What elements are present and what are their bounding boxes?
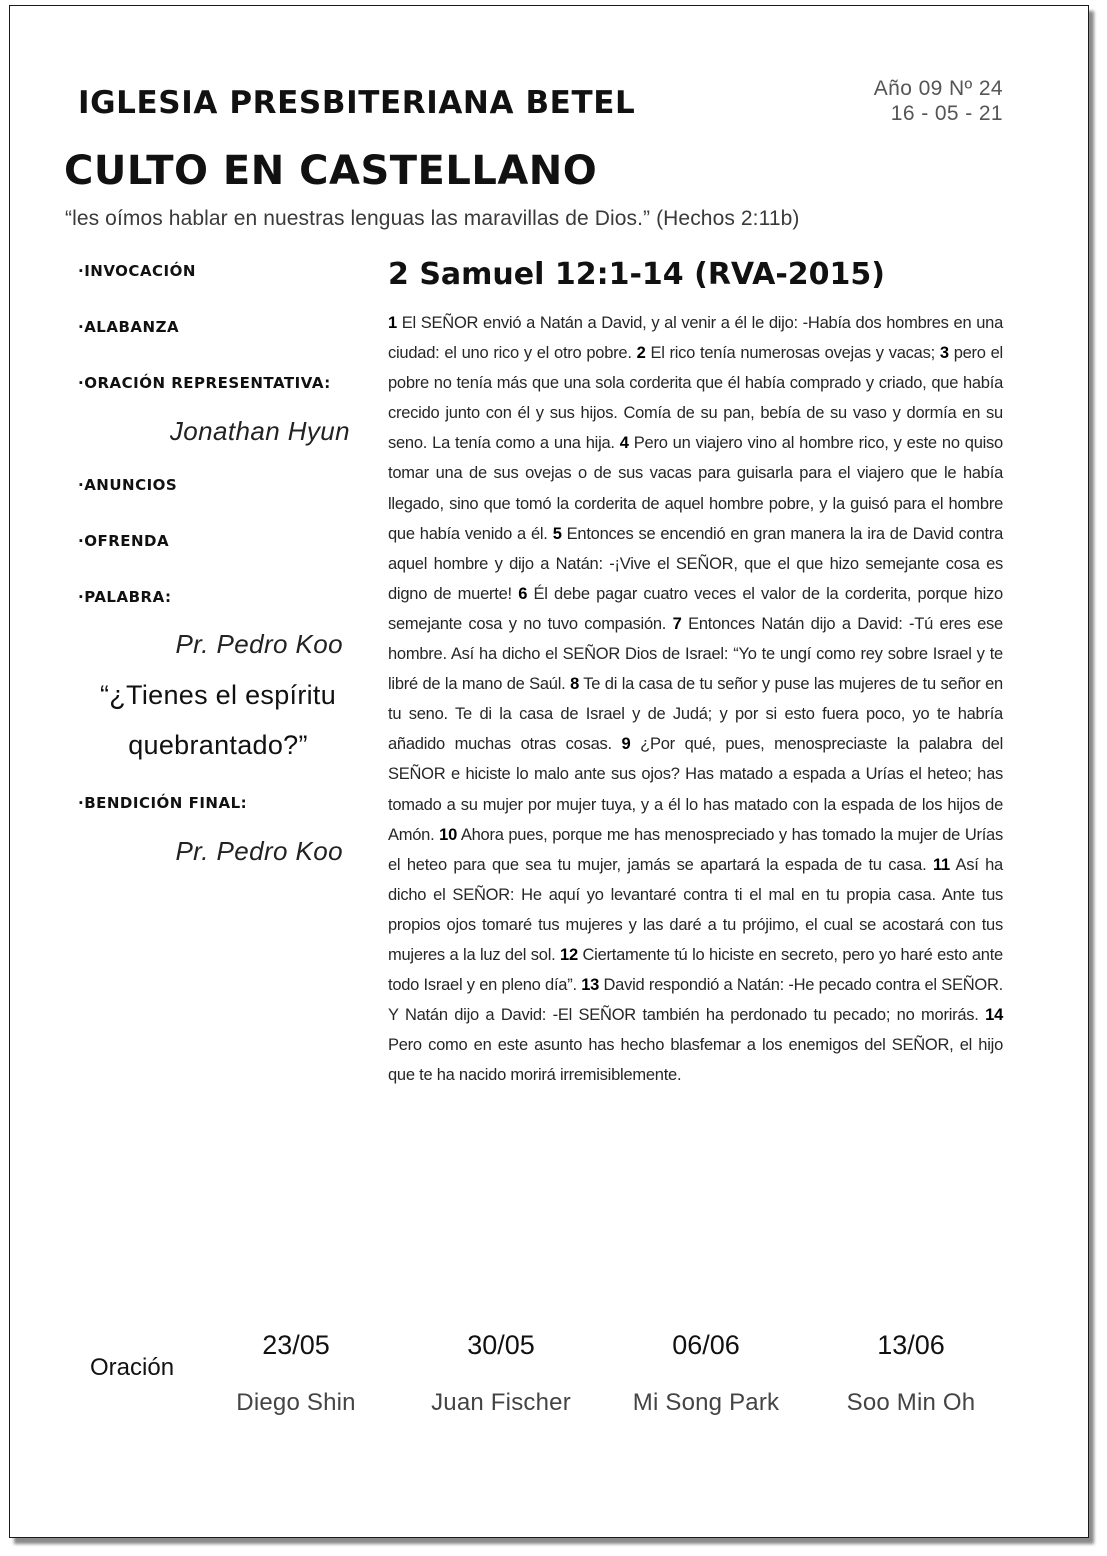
schedule-name: Mi Song Park bbox=[632, 1389, 780, 1416]
verse-text: Ahora pues, porque me has menospreciado y has tomado la mujer de Urías el heteo para que sea tu mujer, jamás se apartará la espada de tu casa. bbox=[388, 825, 1003, 874]
verse-number: 11 bbox=[932, 855, 950, 874]
order-item-praise: ·ALABANZA bbox=[78, 318, 180, 336]
verse-number: 10 bbox=[439, 825, 458, 844]
order-item-invocation: ·INVOCACIÓN bbox=[78, 262, 196, 280]
verse-text: Te di la casa de tu señor y puse las mujeres de tu señor en tu seno. Te di la casa de Israel y de Judá; y por si esto fuera poco, yo te habría añadido muchas otras cosas. bbox=[388, 675, 1003, 754]
schedule-date: 23/05 bbox=[262, 1330, 330, 1360]
verse-number: 2 bbox=[636, 344, 646, 363]
benediction-person: Pr. Pedro Koo bbox=[175, 836, 343, 866]
verse-number: 9 bbox=[621, 735, 631, 754]
prayer-schedule-label: Oración bbox=[90, 1354, 175, 1381]
schedule-date: 06/06 bbox=[672, 1330, 740, 1360]
verse-number: 1 bbox=[388, 314, 397, 332]
verse-text: Entonces Natán dijo a David: -Tú eres ese hombre. Así ha dicho el SEÑOR Dios de Israel: “Yo te ungí como rey sobre Israel y te libré de la mano de Saúl. bbox=[388, 614, 1003, 694]
verse-number: 5 bbox=[552, 524, 562, 543]
verse-number: 13 bbox=[581, 976, 600, 995]
issue-date: 16 - 05 - 21 bbox=[890, 102, 1003, 125]
sermon-title: “¿Tienes el espíritu quebrantado?” bbox=[99, 680, 337, 760]
verse-number: 8 bbox=[570, 675, 579, 694]
verse-text: Así ha dicho el SEÑOR: He aquí yo levantaré contra ti el mal en tu propia casa. Ante tus propios ojos tomaré tus mujeres y las daré a tu prójimo, el cual se acostará con tus mujeres a la luz del sol. bbox=[388, 855, 1003, 964]
reading-title: 2 Samuel 12:1-14 (RVA-2015) bbox=[388, 257, 885, 292]
verse-text: ¿Por qué, pues, menospreciaste la palabra del SEÑOR e hiciste lo malo ante sus ojos? Has matado a espada a Urías el heteo; has tomado a su mujer por mujer tuya, y a él lo has matado con la espada de los hijos de Amón. bbox=[388, 735, 1004, 844]
schedule-name: Juan Fischer bbox=[431, 1389, 571, 1416]
church-name: IGLESIA PRESBITERIANA BETEL bbox=[78, 85, 636, 121]
verse-text: Pero como en este asunto has hecho blasfemar a los enemigos del SEÑOR, el hijo que te ha nacido morirá irremisiblemente. bbox=[388, 1036, 1003, 1085]
order-item-prayer: ·ORACIÓN REPRESENTATIVA: bbox=[78, 374, 331, 392]
reading-text bbox=[388, 308, 1003, 1090]
order-item-benediction: ·BENDICIÓN FINAL: bbox=[78, 794, 248, 812]
order-item-announcements: ·ANUNCIOS bbox=[78, 476, 178, 494]
verse-text: Pero un viajero vino al hombre rico, y este no quiso tomar una de sus ovejas o de sus vacas para guisarla para el viajero que le había llegado, sino que tomó la corderita de aquel hombre pobre, y la guisó para el hombre que había venido a él. bbox=[388, 434, 1003, 543]
preacher-name: Pr. Pedro Koo bbox=[175, 629, 343, 659]
schedule-name: Diego Shin bbox=[236, 1389, 356, 1416]
schedule-date: 30/05 bbox=[467, 1330, 535, 1360]
service-title: CULTO EN CASTELLANO bbox=[64, 148, 598, 194]
verse-number: 4 bbox=[619, 434, 629, 453]
verse-text: David respondió a Natán: -He pecado contra el SEÑOR. Y Natán dijo a David: -El SEÑOR también ha perdonado tu pecado; no morirás. bbox=[388, 976, 1003, 1025]
verse-number: 6 bbox=[518, 584, 528, 603]
verse-text: Ciertamente tú lo hiciste en secreto, pero yo haré esto ante todo Israel y en pleno día”. bbox=[388, 945, 1003, 995]
verse-number: 3 bbox=[939, 344, 949, 363]
issue-number: Año 09 Nº 24 bbox=[873, 77, 1003, 100]
verse-text: Él debe pagar cuatro veces el valor de la corderita, porque hizo semejante cosa y no tuvo compasión. bbox=[388, 584, 1003, 633]
epigraph: “les oímos hablar en nuestras lenguas las maravillas de Dios.” (Hechos 2:11b) bbox=[65, 207, 800, 230]
verse-number: 12 bbox=[560, 945, 578, 964]
verse-text: El SEÑOR envió a Natán a David, y al venir a él le dijo: -Había dos hombres en una ciudad: el uno rico y el otro pobre. bbox=[388, 314, 1003, 363]
order-item-offering: ·OFRENDA bbox=[78, 532, 170, 550]
prayer-person: Jonathan Hyun bbox=[169, 416, 350, 446]
schedule-name: Soo Min Oh bbox=[846, 1389, 976, 1416]
verse-text: El rico tenía numerosas ovejas y vacas; bbox=[650, 344, 935, 363]
schedule-date: 13/06 bbox=[877, 1330, 945, 1360]
verse-text: Entonces se encendió en gran manera la ira de David contra aquel hombre y dijo a Natán: -¡Vive el SEÑOR, que el que hizo semejante cosa es digno de muerte! bbox=[388, 524, 1003, 603]
order-item-word: ·PALABRA: bbox=[78, 588, 172, 606]
verse-text: pero el pobre no tenía más que una sola corderita que él había comprado y criado, que había crecido junto con él y sus hijos. Comía de su pan, bebía de su vaso y dormía en su seno. La tenía como a una hija. bbox=[388, 344, 1003, 453]
verse-number: 7 bbox=[672, 614, 682, 633]
verse-number: 14 bbox=[985, 1006, 1003, 1025]
